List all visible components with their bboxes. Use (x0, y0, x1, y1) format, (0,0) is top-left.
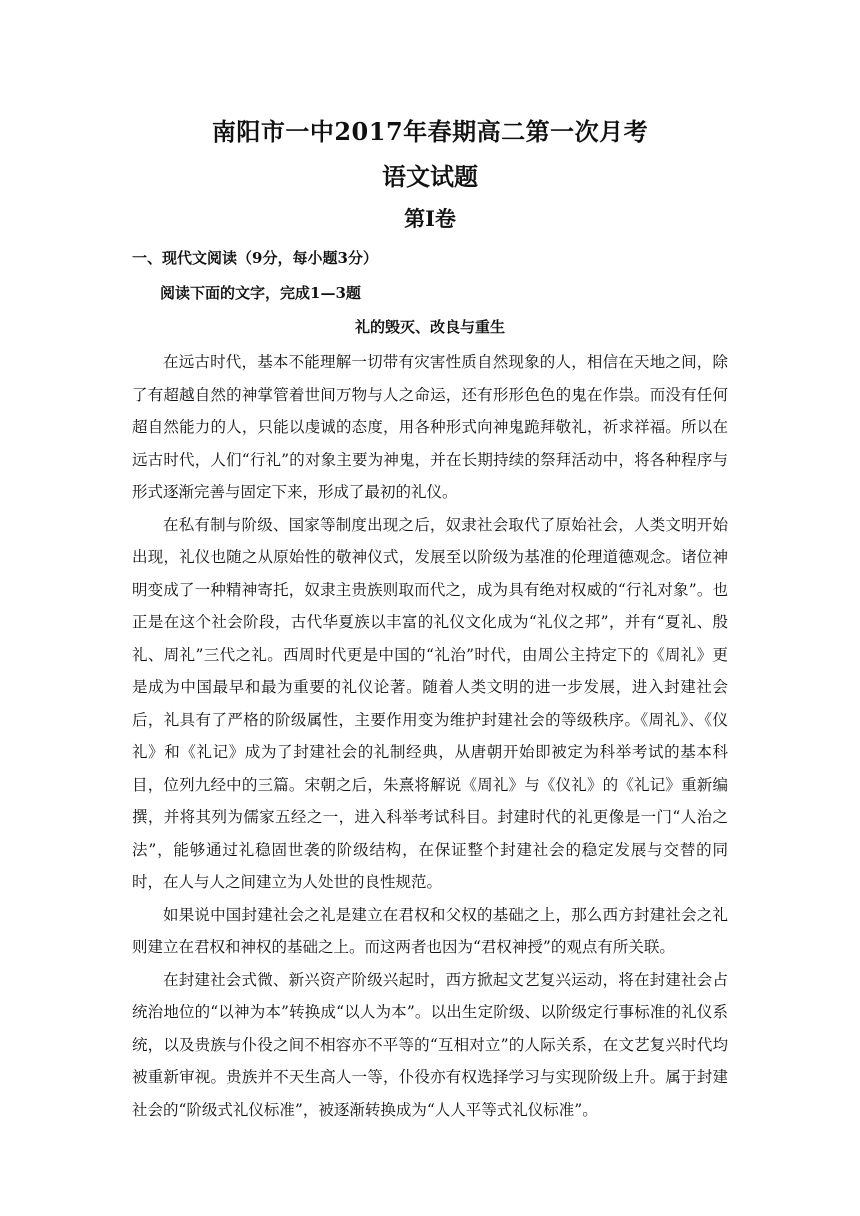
article-paragraph: 如果说中国封建社会之礼是建立在君权和父权的基础之上，那么西方封建社会之礼则建立在君权和神权的基础之上。而这两者也因为“君权神授”的观点有所关联。 (132, 905, 728, 956)
article-paragraph: 在封建社会式微、新兴资产阶级兴起时，西方掀起文艺复兴运动，将在封建社会占统治地位的“以神为本”转换成“以人为本”。以出生定阶级、以阶级定行事标准的礼仪系统，以及贵族与仆役之间不相容亦不平等的“互相对立”的人际关系，在文艺复兴时代均被重新审视。贵族并不天生高人一等，仆役亦有权选择学习与实现阶级上升。属于封建社会的“阶级式礼仪标准”，被逐渐转换成为“人人平等式礼仪标准”。 (132, 970, 728, 1119)
exam-title: 南阳市一中2017年春期高二第一次月考 (211, 117, 649, 146)
article-title: 礼的毁灭、改良与重生 (354, 318, 505, 336)
volume-label: 第Ⅰ卷 (404, 206, 456, 231)
article-paragraph: 在私有制与阶级、国家等制度出现之后，奴隶社会取代了原始社会，人类文明开始出现，礼仪也随之从原始性的敬神仪式，发展至以阶级为基准的伦理道德观念。诸位神明变成了一种精神寄托，奴隶主贵族则取而代之，成为具有绝对权威的“行礼对象”。也正是在这个社会阶段，古代华夏族以丰富的礼仪文化成为“礼仪之邦”，并有“夏礼、殷礼、周礼”三代之礼。西周时代更是中国的“礼治”时代，由周公主持定下的《周礼》更是成为中国最早和最为重要的礼仪论著。随着人类文明的进一步发展，进入封建社会后，礼具有了严格的阶级属性，主要作用变为维护封建社会的等级秩序。《周礼》、《仪礼》和《礼记》成为了封建社会的礼制经典，从唐朝开始即被定为科举考试的基本科目，位列九经中的三篇。宋朝之后，朱熹将解说《周礼》与《仪礼》的《礼记》重新编撰，并将其列为儒家五经之一，进入科举考试科目。封建时代的礼更像是一门“人治之法”，能够通过礼稳固世袭的阶级结构，在保证整个封建社会的稳定发展与交替的同时，在人与人之间建立为人处世的良性规范。 (132, 515, 728, 891)
section-heading: 一、现代文阅读（9分，每小题3分） (132, 249, 378, 267)
exam-subtitle: 语文试题 (382, 162, 478, 191)
article-body (132, 346, 728, 1126)
article-paragraph: 在远古时代，基本不能理解一切带有灾害性质自然现象的人，相信在天地之间，除了有超越自然的神掌管着世间万物与人之命运，还有形形色色的鬼在作祟。而没有任何超自然能力的人，只能以虔诚的态度，用各种形式向神鬼跪拜敬礼，祈求祥福。所以在远古时代，人们“行礼”的对象主要为神鬼，并在长期持续的祭拜活动中，将各种程序与形式逐渐完善与固定下来，形成了最初的礼仪。 (132, 353, 728, 501)
reading-instruction: 阅读下面的文字，完成1—3题 (160, 284, 361, 302)
